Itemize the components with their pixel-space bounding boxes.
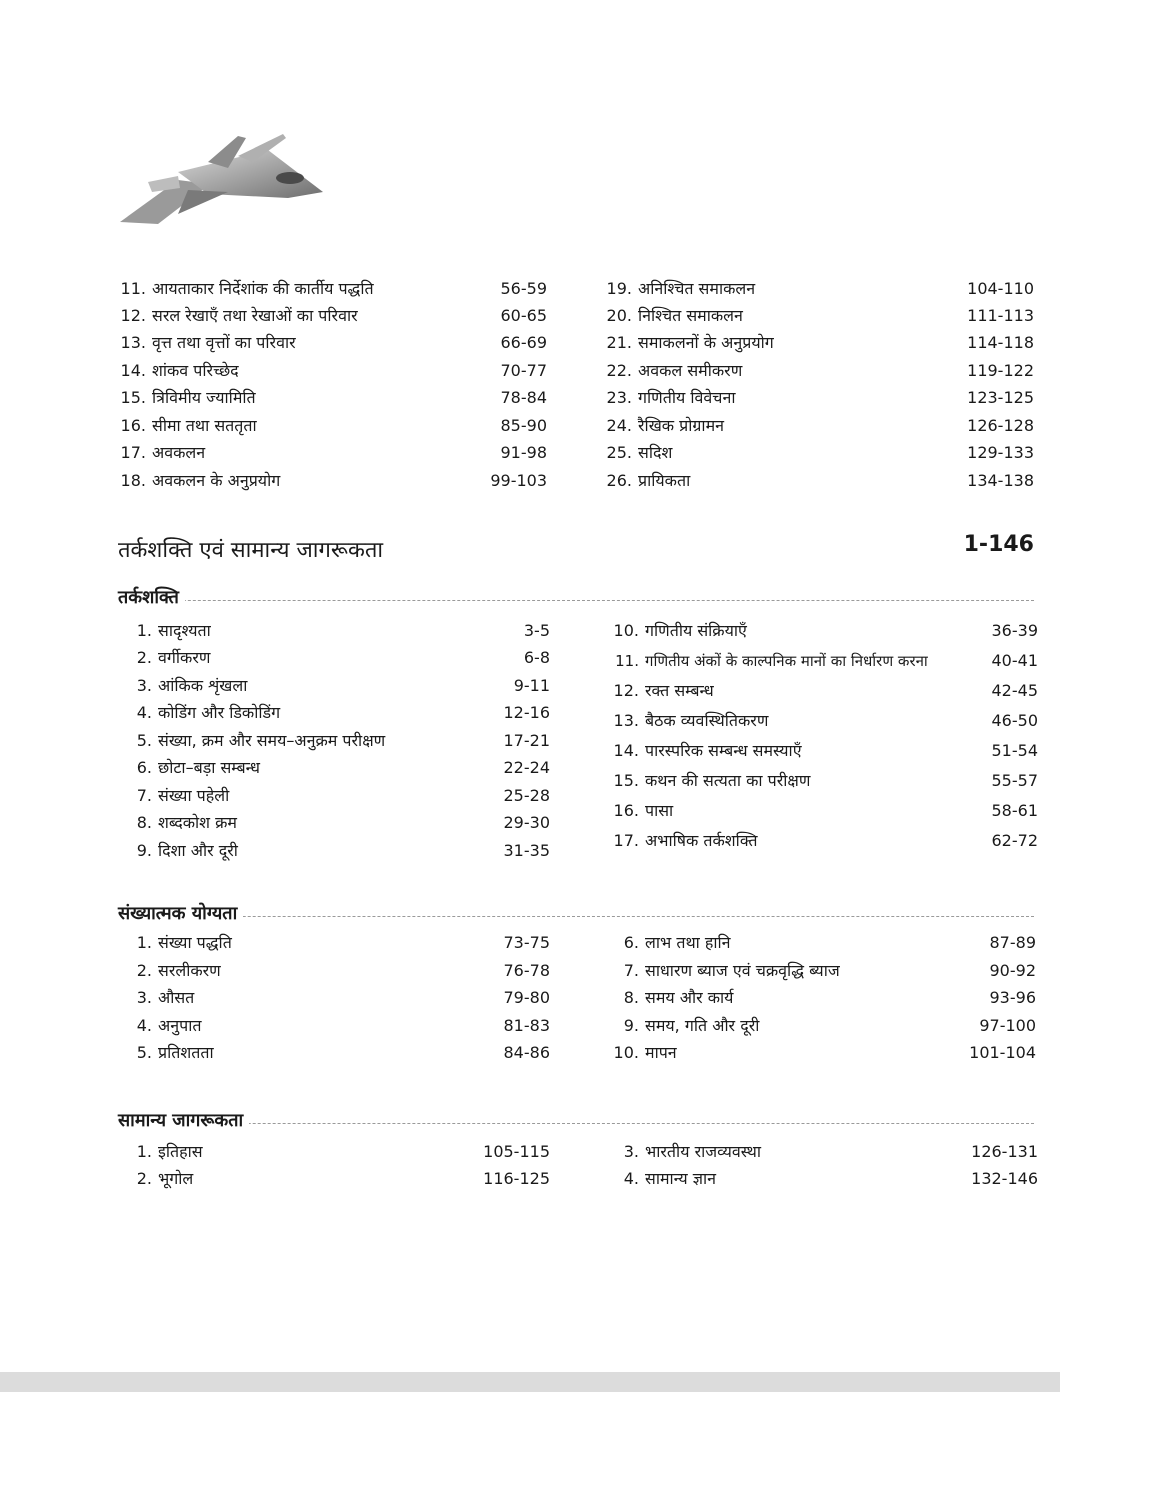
entry-pages: 126-128 bbox=[967, 416, 1034, 435]
toc-entry bbox=[606, 306, 743, 326]
entry-pages: 29-30 bbox=[503, 813, 550, 832]
toc-entry bbox=[120, 361, 239, 381]
entry-title: साधारण ब्याज एवं चक्रवृद्धि ब्याज bbox=[645, 961, 840, 980]
entry-title: प्रतिशतता bbox=[158, 1043, 214, 1062]
toc-entry bbox=[613, 711, 769, 731]
toc-entry bbox=[623, 933, 731, 953]
entry-pages: 129-133 bbox=[967, 443, 1034, 462]
toc-entry bbox=[136, 1142, 203, 1162]
dashed-divider bbox=[118, 1123, 1034, 1124]
entry-number: 16. bbox=[613, 801, 639, 820]
entry-number: 3. bbox=[136, 676, 152, 695]
section-header-reasoning bbox=[118, 586, 1034, 610]
entry-title: समाकलनों के अनुप्रयोग bbox=[638, 333, 774, 352]
entry-number: 15. bbox=[120, 388, 146, 407]
entry-pages: 90-92 bbox=[989, 961, 1036, 980]
entry-pages: 36-39 bbox=[991, 621, 1038, 640]
entry-pages: 6-8 bbox=[523, 648, 550, 667]
entry-pages: 55-57 bbox=[991, 771, 1038, 790]
entry-number: 19. bbox=[606, 279, 632, 298]
entry-number: 6. bbox=[623, 933, 639, 952]
entry-title: सदिश bbox=[638, 443, 673, 462]
entry-pages: 104-110 bbox=[967, 279, 1034, 298]
toc-entry bbox=[136, 813, 237, 833]
entry-pages: 111-113 bbox=[967, 306, 1034, 325]
entry-number: 20. bbox=[606, 306, 632, 325]
section-header-general bbox=[118, 1109, 1034, 1133]
section-title: संख्यात्मक योग्यता bbox=[118, 902, 243, 926]
entry-pages: 81-83 bbox=[503, 1016, 550, 1035]
entry-number: 6. bbox=[136, 758, 152, 777]
entry-pages: 79-80 bbox=[503, 988, 550, 1007]
entry-number: 8. bbox=[623, 988, 639, 1007]
toc-entry bbox=[613, 831, 758, 851]
entry-pages: 58-61 bbox=[991, 801, 1038, 820]
entry-title: शांकव परिच्छेद bbox=[152, 361, 239, 380]
dashed-divider bbox=[118, 600, 1034, 601]
entry-title: सामान्य ज्ञान bbox=[645, 1169, 717, 1188]
entry-number: 8. bbox=[136, 813, 152, 832]
toc-entry bbox=[136, 841, 238, 861]
entry-title: भारतीय राजव्यवस्था bbox=[645, 1142, 762, 1161]
entry-pages: 93-96 bbox=[989, 988, 1036, 1007]
toc-entry bbox=[623, 961, 840, 981]
entry-number: 1. bbox=[136, 1142, 152, 1161]
part-page-range: 1-146 bbox=[963, 532, 1034, 557]
entry-title: पासा bbox=[645, 801, 674, 820]
entry-pages: 31-35 bbox=[503, 841, 550, 860]
entry-title: अनुपात bbox=[158, 1016, 202, 1035]
toc-entry bbox=[120, 416, 257, 436]
entry-number: 23. bbox=[606, 388, 632, 407]
entry-number: 1. bbox=[136, 933, 152, 952]
toc-entry bbox=[136, 703, 281, 723]
entry-title: अनिश्चित समाकलन bbox=[638, 279, 756, 298]
toc-entry bbox=[606, 443, 673, 463]
toc-entry bbox=[613, 1043, 677, 1063]
entry-title: प्रायिकता bbox=[638, 471, 691, 490]
entry-title: सादृश्यता bbox=[158, 621, 211, 640]
entry-pages: 97-100 bbox=[979, 1016, 1036, 1035]
toc-entry bbox=[136, 933, 232, 953]
part-title: तर्कशक्ति एवं सामान्य जागरूकता bbox=[118, 538, 384, 563]
entry-pages: 60-65 bbox=[500, 306, 547, 325]
toc-entry bbox=[136, 1016, 202, 1036]
entry-title: सरलीकरण bbox=[158, 961, 221, 980]
entry-title: गणितीय अंकों के काल्पनिक मानों का निर्धारण करना bbox=[645, 652, 928, 670]
entry-title: कथन की सत्यता का परीक्षण bbox=[645, 771, 811, 790]
entry-pages: 62-72 bbox=[991, 831, 1038, 850]
entry-number: 4. bbox=[136, 1016, 152, 1035]
dashed-divider bbox=[118, 916, 1034, 917]
toc-entry bbox=[623, 1142, 762, 1162]
toc-entry bbox=[120, 443, 206, 463]
entry-number: 25. bbox=[606, 443, 632, 462]
toc-entry bbox=[606, 333, 774, 353]
entry-number: 12. bbox=[613, 681, 639, 700]
toc-entry bbox=[606, 388, 736, 408]
entry-pages: 84-86 bbox=[503, 1043, 550, 1062]
entry-pages: 9-11 bbox=[513, 676, 550, 695]
toc-entry bbox=[136, 731, 386, 751]
entry-title: आयताकार निर्देशांक की कार्तीय पद्धति bbox=[152, 279, 374, 298]
section-title: सामान्य जागरूकता bbox=[118, 1109, 249, 1133]
section-title: तर्कशक्ति bbox=[118, 586, 185, 610]
entry-pages: 134-138 bbox=[967, 471, 1034, 490]
entry-title: दिशा और दूरी bbox=[158, 841, 238, 860]
entry-number: 10. bbox=[613, 1043, 639, 1062]
entry-number: 4. bbox=[136, 703, 152, 722]
entry-number: 26. bbox=[606, 471, 632, 490]
entry-title: संख्या पहेली bbox=[158, 786, 230, 805]
entry-number: 12. bbox=[120, 306, 146, 325]
toc-entry bbox=[136, 786, 230, 806]
entry-title: संख्या, क्रम और समय–अनुक्रम परीक्षण bbox=[158, 731, 386, 750]
entry-pages: 46-50 bbox=[991, 711, 1038, 730]
entry-number: 10. bbox=[613, 621, 639, 640]
entry-number: 2. bbox=[136, 961, 152, 980]
entry-number: 16. bbox=[120, 416, 146, 435]
entry-number: 22. bbox=[606, 361, 632, 380]
entry-title: समय, गति और दूरी bbox=[645, 1016, 760, 1035]
toc-entry bbox=[136, 988, 195, 1008]
toc-entry bbox=[606, 279, 756, 299]
entry-number: 7. bbox=[136, 786, 152, 805]
entry-title: गणितीय विवेचना bbox=[638, 388, 736, 407]
entry-number: 15. bbox=[613, 771, 639, 790]
entry-number: 9. bbox=[623, 1016, 639, 1035]
toc-entry bbox=[615, 651, 928, 671]
entry-pages: 25-28 bbox=[503, 786, 550, 805]
toc-entry bbox=[623, 1169, 717, 1189]
entry-title: अवकल समीकरण bbox=[638, 361, 743, 380]
entry-number: 11. bbox=[120, 279, 146, 298]
entry-number: 7. bbox=[623, 961, 639, 980]
entry-title: समय और कार्य bbox=[645, 988, 734, 1007]
entry-title: मापन bbox=[645, 1043, 677, 1062]
toc-entry bbox=[120, 471, 281, 491]
toc-entry bbox=[120, 279, 374, 299]
entry-number: 5. bbox=[136, 731, 152, 750]
entry-pages: 101-104 bbox=[969, 1043, 1036, 1062]
entry-pages: 70-77 bbox=[500, 361, 547, 380]
entry-title: संख्या पद्धति bbox=[158, 933, 232, 952]
toc-entry bbox=[136, 621, 211, 641]
entry-title: वर्गीकरण bbox=[158, 648, 211, 667]
entry-pages: 87-89 bbox=[989, 933, 1036, 952]
toc-entry bbox=[613, 771, 811, 791]
entry-title: इतिहास bbox=[158, 1142, 203, 1161]
toc-entry bbox=[136, 758, 260, 778]
entry-number: 24. bbox=[606, 416, 632, 435]
entry-pages: 51-54 bbox=[991, 741, 1038, 760]
toc-entry bbox=[623, 988, 734, 1008]
entry-number: 9. bbox=[136, 841, 152, 860]
footer-bar bbox=[0, 1372, 1060, 1392]
entry-number: 3. bbox=[623, 1142, 639, 1161]
entry-number: 13. bbox=[120, 333, 146, 352]
toc-entry bbox=[120, 306, 358, 326]
entry-pages: 73-75 bbox=[503, 933, 550, 952]
entry-pages: 119-122 bbox=[967, 361, 1034, 380]
entry-number: 11. bbox=[615, 652, 639, 670]
entry-number: 21. bbox=[606, 333, 632, 352]
entry-number: 17. bbox=[613, 831, 639, 850]
entry-pages: 78-84 bbox=[500, 388, 547, 407]
entry-pages: 3-5 bbox=[523, 621, 550, 640]
entry-title: सरल रेखाएँ तथा रेखाओं का परिवार bbox=[152, 306, 358, 325]
entry-number: 14. bbox=[120, 361, 146, 380]
entry-pages: 91-98 bbox=[500, 443, 547, 462]
toc-entry bbox=[613, 621, 747, 641]
entry-number: 3. bbox=[136, 988, 152, 1007]
entry-number: 18. bbox=[120, 471, 146, 490]
entry-pages: 123-125 bbox=[967, 388, 1034, 407]
toc-entry bbox=[136, 676, 248, 696]
toc-entry bbox=[606, 361, 743, 381]
entry-title: गणितीय संक्रियाएँ bbox=[645, 621, 747, 640]
entry-number: 14. bbox=[613, 741, 639, 760]
entry-pages: 85-90 bbox=[500, 416, 547, 435]
entry-number: 13. bbox=[613, 711, 639, 730]
entry-pages: 42-45 bbox=[991, 681, 1038, 700]
entry-pages: 114-118 bbox=[967, 333, 1034, 352]
entry-pages: 76-78 bbox=[503, 961, 550, 980]
entry-pages: 105-115 bbox=[483, 1142, 550, 1161]
entry-title: निश्चित समाकलन bbox=[638, 306, 743, 325]
entry-title: कोडिंग और डिकोडिंग bbox=[158, 703, 281, 722]
entry-title: लाभ तथा हानि bbox=[645, 933, 731, 952]
entry-title: अवकलन के अनुप्रयोग bbox=[152, 471, 281, 490]
toc-entry bbox=[606, 471, 691, 491]
entry-title: रैखिक प्रोग्रामन bbox=[638, 416, 725, 435]
toc-entry bbox=[120, 388, 256, 408]
entry-title: छोटा–बड़ा सम्बन्ध bbox=[158, 758, 260, 777]
toc-entry bbox=[613, 801, 674, 821]
entry-pages: 116-125 bbox=[483, 1169, 550, 1188]
entry-pages: 126-131 bbox=[971, 1142, 1038, 1161]
toc-entry bbox=[136, 961, 221, 981]
entry-number: 5. bbox=[136, 1043, 152, 1062]
entry-title: बैठक व्यवस्थितिकरण bbox=[645, 711, 769, 730]
entry-number: 1. bbox=[136, 621, 152, 640]
entry-title: रक्त सम्बन्ध bbox=[645, 681, 714, 700]
entry-number: 17. bbox=[120, 443, 146, 462]
toc-entry bbox=[613, 741, 802, 761]
entry-pages: 132-146 bbox=[971, 1169, 1038, 1188]
entry-pages: 56-59 bbox=[500, 279, 547, 298]
entry-number: 2. bbox=[136, 648, 152, 667]
entry-title: आंकिक शृंखला bbox=[158, 676, 248, 695]
entry-title: अवकलन bbox=[152, 443, 206, 462]
toc-entry bbox=[136, 1169, 194, 1189]
toc-entry bbox=[120, 333, 296, 353]
entry-pages: 17-21 bbox=[503, 731, 550, 750]
entry-title: भूगोल bbox=[158, 1169, 194, 1188]
entry-title: औसत bbox=[158, 988, 195, 1007]
entry-title: शब्दकोश क्रम bbox=[158, 813, 237, 832]
toc-entry bbox=[613, 681, 714, 701]
entry-title: त्रिविमीय ज्यामिति bbox=[152, 388, 256, 407]
fighter-jet-illustration bbox=[118, 132, 328, 228]
section-header-numerical bbox=[118, 902, 1034, 926]
toc-entry bbox=[136, 1043, 214, 1063]
entry-title: वृत्त तथा वृत्तों का परिवार bbox=[152, 333, 296, 352]
entry-title: सीमा तथा सततृता bbox=[152, 416, 257, 435]
entry-pages: 99-103 bbox=[490, 471, 547, 490]
entry-pages: 12-16 bbox=[503, 703, 550, 722]
toc-entry bbox=[136, 648, 211, 668]
toc-entry bbox=[623, 1016, 760, 1036]
entry-pages: 22-24 bbox=[503, 758, 550, 777]
toc-entry bbox=[606, 416, 725, 436]
entry-number: 2. bbox=[136, 1169, 152, 1188]
entry-title: पारस्परिक सम्बन्ध समस्याएँ bbox=[645, 741, 802, 760]
entry-title: अभाषिक तर्कशक्ति bbox=[645, 831, 758, 850]
entry-pages: 40-41 bbox=[991, 651, 1038, 670]
entry-pages: 66-69 bbox=[500, 333, 547, 352]
entry-number: 4. bbox=[623, 1169, 639, 1188]
